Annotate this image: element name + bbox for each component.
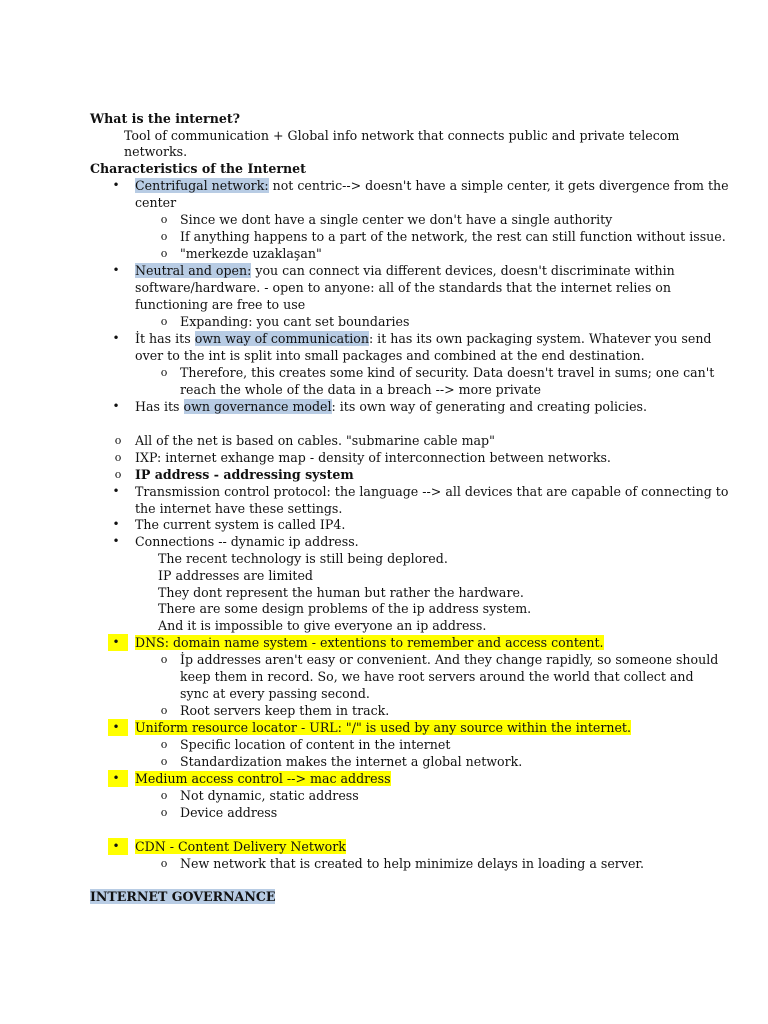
sub-item: İp addresses aren't easy or convenient. And they change rapidly, so someone should — [180, 652, 719, 667]
sub-item: New network that is created to help minimize delays in loading a server. — [180, 856, 645, 871]
sub-item: Device address — [180, 805, 278, 820]
bullet-circle: o — [114, 468, 122, 481]
sub-item: Root servers keep them in track. — [180, 703, 390, 718]
bullet-circle: o — [160, 213, 168, 226]
highlight-term: own governance model — [183, 399, 332, 414]
note-line: The recent technology is still being deplored. — [158, 551, 448, 566]
item-ixp: IXP: internet exhange map - density of interconnection between networks. — [135, 450, 611, 465]
bullet-circle: o — [114, 451, 122, 464]
bullet-disc: • — [112, 484, 120, 498]
item-neutral — [135, 262, 675, 279]
note-line: There are some design problems of the ip address system. — [158, 601, 532, 616]
item-text: : it has its own packaging system. Whatever you send — [368, 331, 712, 346]
bullet-disc: • — [112, 517, 120, 531]
sub-item: Therefore, this creates some kind of security. Data doesn't travel in sums; one can't — [180, 365, 715, 380]
bullet-circle: o — [160, 789, 168, 802]
item-centrifugal — [135, 177, 729, 194]
intro-line-1: Tool of communication + Global info network that connects public and private telecom — [124, 128, 680, 143]
bullet-circle: o — [160, 247, 168, 260]
note-line: IP addresses are limited — [158, 568, 313, 583]
highlight-term: Neutral and open: — [135, 263, 252, 278]
bullet-circle: o — [114, 434, 122, 447]
item-continuation: functioning are free to use — [135, 297, 306, 312]
item-own-way — [135, 330, 712, 347]
sub-item: If anything happens to a part of the network, the rest can still function without issue. — [180, 229, 726, 244]
item-ip4: The current system is called IP4. — [135, 517, 346, 532]
bullet-circle: o — [160, 755, 168, 768]
highlight-term: CDN - Content Delivery Network — [135, 839, 346, 854]
bullet-circle: o — [160, 315, 168, 328]
section-heading-text: INTERNET GOVERNANCE — [90, 889, 276, 904]
sub-item-continuation: reach the whole of the data in a breach --> more private — [180, 382, 541, 397]
bullet-circle: o — [160, 806, 168, 819]
bullet-circle: o — [160, 230, 168, 243]
bullet-disc: • — [112, 839, 120, 853]
item-continuation: the internet have these settings. — [135, 501, 343, 516]
note-line: And it is impossible to give everyone an ip address. — [158, 618, 487, 633]
sub-item-continuation: sync at every passing second. — [180, 686, 370, 701]
heading-what-is-internet: What is the internet? — [90, 111, 241, 126]
sub-item: Specific location of content in the internet — [180, 737, 451, 752]
heading-characteristics: Characteristics of the Internet — [90, 161, 306, 176]
sub-item-continuation: keep them in record. So, we have root servers around the world that collect and — [180, 669, 694, 684]
bullet-disc: • — [112, 720, 120, 734]
item-text: not centric--> doesn't have a simple center, it gets divergence from the — [268, 178, 729, 193]
bullet-disc: • — [112, 178, 120, 192]
heading-internet-governance — [90, 888, 275, 905]
item-cables: All of the net is based on cables. "submarine cable map" — [135, 433, 495, 448]
sub-item: Standardization makes the internet a global network. — [180, 754, 523, 769]
item-governance — [135, 398, 647, 415]
sub-item: Expanding: you cant set boundaries — [180, 314, 410, 329]
highlight-term: own way of communication — [194, 331, 369, 346]
bullet-disc: • — [112, 263, 120, 277]
bullet-circle: o — [160, 366, 168, 379]
item-continuation: over to the int is split into small packages and combined at the end destination. — [135, 348, 645, 363]
item-ip-address: IP address - addressing system — [135, 467, 354, 482]
item-mac — [135, 770, 391, 787]
bullet-disc: • — [112, 399, 120, 413]
bullet-circle: o — [160, 738, 168, 751]
bullet-circle: o — [160, 704, 168, 717]
item-url — [135, 719, 631, 736]
bullet-disc: • — [112, 534, 120, 548]
sub-item: Not dynamic, static address — [180, 788, 359, 803]
item-text: you can connect via different devices, doesn't discriminate within — [251, 263, 675, 278]
item-dns — [135, 634, 604, 651]
item-continuation: software/hardware. - open to anyone: all of the standards that the internet relies on — [135, 280, 671, 295]
item-tcp: Transmission control protocol: the language --> all devices that are capable of connecting to — [135, 484, 729, 499]
note-line: They dont represent the human but rather the hardware. — [158, 585, 524, 600]
item-text: Has its — [135, 399, 184, 414]
bullet-circle: o — [160, 857, 168, 870]
item-connections: Connections -- dynamic ip address. — [135, 534, 359, 549]
highlight-term: Centrifugal network: — [135, 178, 269, 193]
highlight-term: DNS: domain name system - extentions to remember and access content. — [135, 635, 604, 650]
highlight-term: Uniform resource locator - URL: "/" is used by any source within the internet. — [135, 720, 631, 735]
bullet-disc: • — [112, 771, 120, 785]
intro-line-2: networks. — [124, 144, 188, 159]
bullet-circle: o — [160, 653, 168, 666]
item-cdn — [135, 838, 346, 855]
item-continuation: center — [135, 195, 177, 210]
highlight-term: Medium access control --> mac address — [135, 771, 391, 786]
sub-item: Since we dont have a single center we don't have a single authority — [180, 212, 613, 227]
sub-item: "merkezde uzaklaşan" — [180, 246, 322, 261]
item-text: İt has its — [135, 331, 195, 346]
bullet-disc: • — [112, 331, 120, 345]
bullet-disc: • — [112, 635, 120, 649]
item-text: : its own way of generating and creating policies. — [331, 399, 648, 414]
